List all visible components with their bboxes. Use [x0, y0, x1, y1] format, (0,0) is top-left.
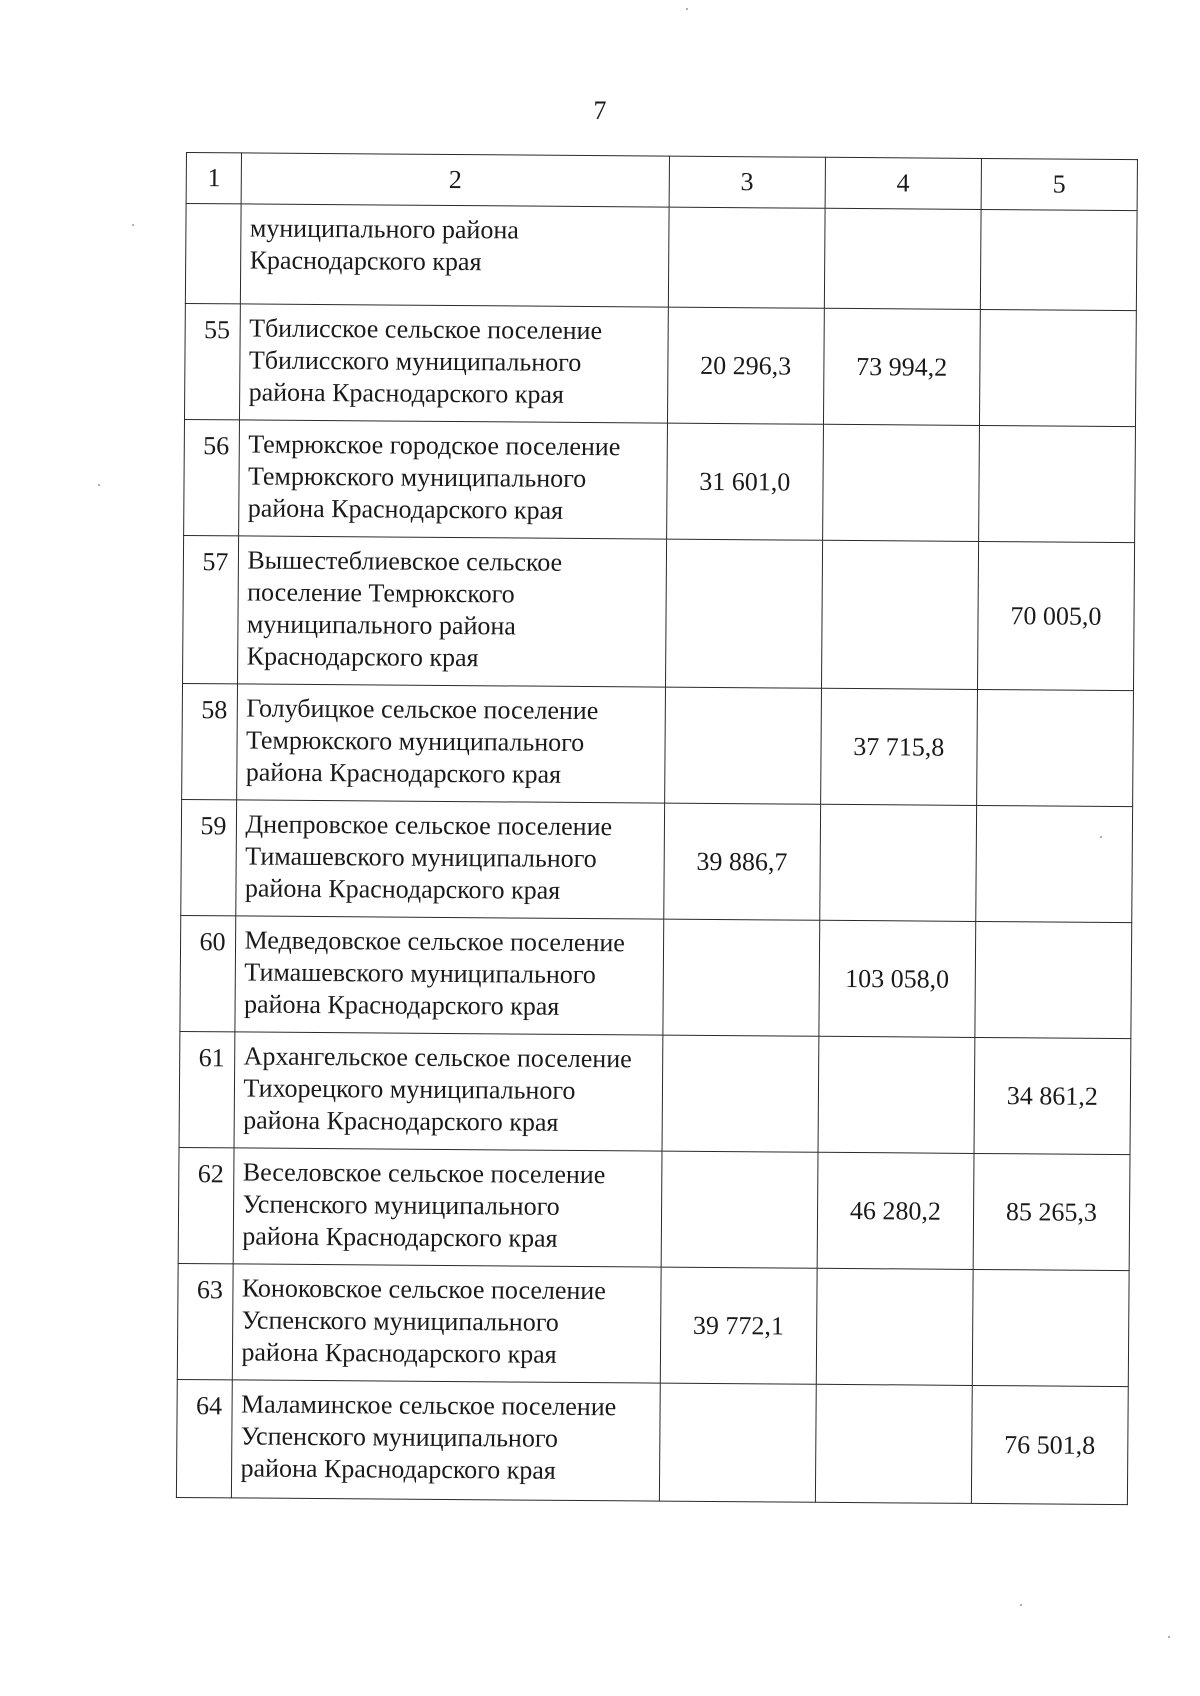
- amount-col-4: 73 994,2: [823, 308, 980, 425]
- amount-col-5: [975, 921, 1132, 1038]
- settlement-name: Архангельское сельское поселение Тихорецкого муниципального района Краснодарского края: [234, 1032, 662, 1151]
- row-number: 61: [179, 1031, 235, 1147]
- amount-col-4: 46 280,2: [817, 1152, 974, 1269]
- row-number: 56: [184, 419, 240, 535]
- row-number: 64: [176, 1379, 232, 1497]
- scan-speck: [98, 484, 100, 486]
- amount-col-5: 34 861,2: [974, 1037, 1131, 1154]
- amount-col-3: 20 296,3: [667, 307, 824, 424]
- settlement-name: Темрюкское городское поселение Темрюкского муниципального района Краснодарского края: [239, 420, 667, 539]
- amount-col-4: [818, 1036, 975, 1153]
- amount-col-4: [822, 424, 979, 541]
- amount-col-3: [663, 919, 820, 1036]
- amount-col-4: [824, 208, 981, 309]
- amount-col-3: 31 601,0: [666, 423, 823, 540]
- settlement-name: Коноковское сельское поселение Успенского муниципального района Краснодарского края: [233, 1264, 661, 1383]
- settlement-name: Голубицкое сельское поселение Темрюкского муниципального района Краснодарского края: [237, 684, 665, 803]
- row-number: 58: [182, 683, 238, 799]
- amount-col-5: [978, 425, 1135, 542]
- table-row: [178, 1147, 1130, 1270]
- row-number: 59: [181, 799, 237, 915]
- row-number: [185, 204, 241, 304]
- table-row: [183, 535, 1135, 690]
- table-body: [176, 153, 1137, 1505]
- amount-col-3: [668, 207, 825, 308]
- amount-col-4: [815, 1384, 972, 1503]
- amount-col-4: [820, 804, 977, 921]
- amount-col-5: 85 265,3: [973, 1153, 1130, 1270]
- table-row: [181, 799, 1133, 922]
- amount-col-4: 37 715,8: [820, 688, 977, 805]
- scan-speck: [686, 8, 688, 10]
- page-number: 7: [593, 96, 607, 125]
- table-row: [179, 1031, 1131, 1154]
- row-number: 55: [184, 303, 240, 419]
- amount-col-3: [664, 687, 821, 804]
- table-row: [176, 1379, 1128, 1504]
- amount-col-3: 39 886,7: [663, 803, 820, 920]
- header-cell-5: 5: [981, 158, 1138, 210]
- table-row: [182, 683, 1134, 806]
- scan-speck: [132, 224, 134, 226]
- header-row: [186, 153, 1137, 211]
- amount-col-5: [972, 1269, 1129, 1386]
- amount-col-5: [979, 309, 1136, 426]
- allocation-table: [176, 152, 1138, 1505]
- header-cell-3: 3: [669, 156, 825, 208]
- amount-col-5: [980, 209, 1137, 310]
- amount-col-3: 39 772,1: [660, 1267, 817, 1384]
- settlement-name: Тбилисское сельское поселение Тбилисского муниципального района Краснодарского края: [240, 304, 668, 423]
- settlement-name: Днепровское сельское поселение Тимашевского муниципального района Краснодарского края: [236, 800, 664, 919]
- scan-speck: [1100, 836, 1102, 838]
- amount-col-5: 70 005,0: [977, 541, 1134, 690]
- amount-col-4: [821, 540, 978, 689]
- amount-col-5: [976, 689, 1133, 806]
- header-cell-2: 2: [242, 153, 670, 207]
- table-row: [184, 419, 1136, 542]
- scan-speck: [1168, 1636, 1170, 1638]
- amount-col-3: [665, 539, 822, 688]
- amount-col-4: [816, 1268, 973, 1385]
- settlement-name: Медведовское сельское поселение Тимашевского муниципального района Краснодарского края: [235, 916, 663, 1035]
- table-row: [185, 204, 1137, 311]
- header-cell-4: 4: [825, 157, 981, 209]
- row-number: 63: [177, 1263, 233, 1379]
- settlement-name: Веселовское сельское поселение Успенского муниципального района Краснодарского края: [234, 1148, 662, 1267]
- scan-speck: [1020, 1604, 1022, 1606]
- amount-col-4: 103 058,0: [819, 920, 976, 1037]
- row-number: 57: [183, 535, 240, 683]
- header-cell-1: 1: [186, 153, 242, 204]
- settlement-name: Маламинское сельское поселение Успенского муниципального района Краснодарского края: [232, 1380, 660, 1501]
- amount-col-3: [659, 1383, 816, 1502]
- table-row: [180, 915, 1132, 1038]
- amount-col-3: [661, 1151, 818, 1268]
- amount-col-5: 76 501,8: [971, 1385, 1128, 1504]
- table-row: [184, 303, 1136, 426]
- settlement-name: Вышестеблиевское сельское поселение Темрюкского муниципального района Краснодарского края: [238, 536, 666, 687]
- table-row: [177, 1263, 1129, 1386]
- settlement-name: муниципального района Краснодарского края: [241, 204, 669, 307]
- row-number: 60: [180, 915, 236, 1031]
- row-number: 62: [178, 1147, 234, 1263]
- amount-col-5: [976, 805, 1133, 922]
- amount-col-3: [662, 1035, 819, 1152]
